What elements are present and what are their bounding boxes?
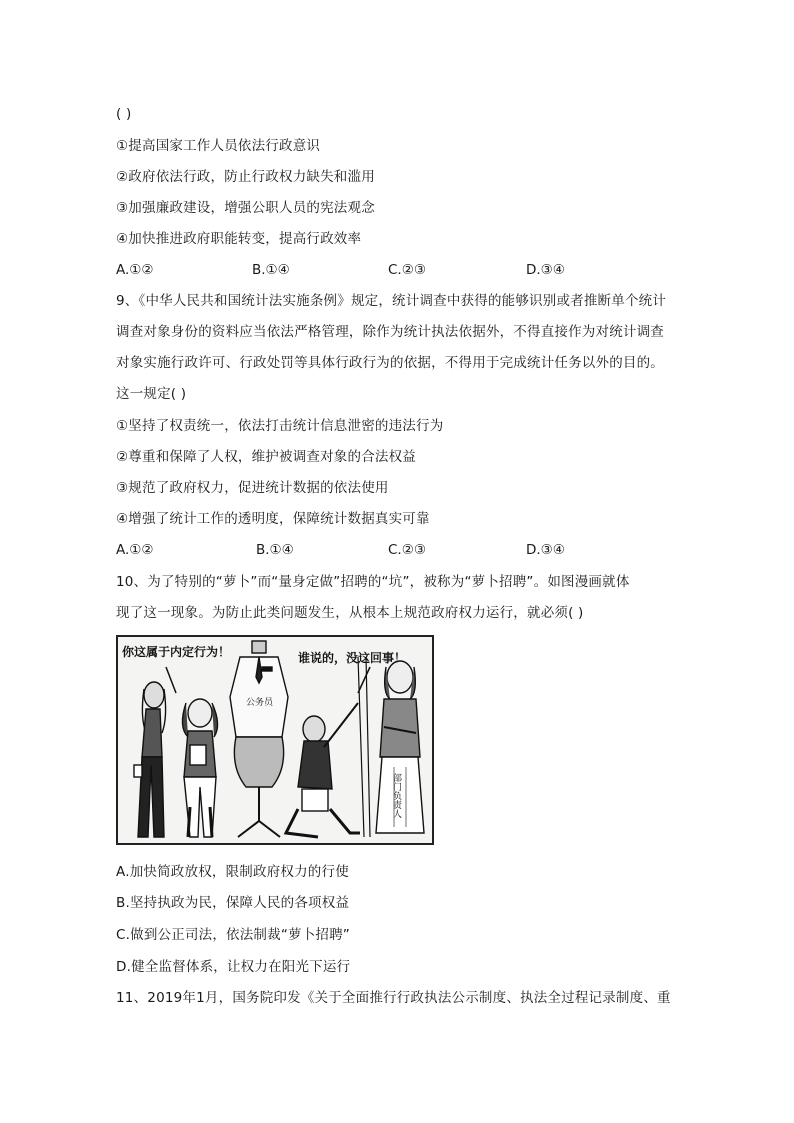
q9-item-4: ④增强了统计工作的透明度，保障统计数据真实可靠	[116, 511, 430, 527]
q8-item-4: ④加快推进政府职能转变，提高行政效率	[116, 231, 362, 247]
q10-stem-line-1: 10、为了特别的“萝卜”而“量身定做”招聘的“坑”，被称为“萝卜招聘”。如图漫画就体	[116, 574, 630, 590]
q8-item-2: ②政府依法行政，防止行政权力缺失和滥用	[116, 169, 375, 185]
woman-figure-left	[134, 682, 166, 837]
q9-stem-line-1: 9、《中华人民共和国统计法实施条例》规定，统计调查中获得的能够识别或者推断单个统计	[116, 293, 667, 309]
q9-option-b: B.①④	[256, 542, 294, 558]
q10-option-c: C.做到公正司法，依法制裁“萝卜招聘”	[116, 927, 351, 943]
q9-stem-line-2: 调查对象身份的资料应当依法严格管理，除作为统计执法依据外，不得直接作为对统计调查	[116, 324, 664, 340]
q9-option-c: C.②③	[388, 542, 426, 558]
q8-item-1: ①提高国家工作人员依法行政意识	[116, 138, 321, 154]
q8-option-d: D.③④	[526, 262, 565, 278]
apron-label: 部门负责人	[391, 773, 401, 818]
speech-right: 谁说的，没这回事！	[298, 651, 407, 665]
woman-figure-middle	[182, 699, 217, 837]
q10-stem-line-2: 现了这一现象。为防止此类问题发生，从根本上规范政府权力运行，就必须( )	[116, 605, 584, 621]
cartoon-image	[116, 635, 434, 845]
q8-item-3: ③加强廉政建设，增强公职人员的宪法观念	[116, 200, 375, 216]
mannequin-figure	[230, 641, 288, 837]
q9-stem-line-3: 对象实施行政许可、行政处罚等具体行政行为的依据，不得用于完成统计任务以外的目的。	[116, 355, 664, 371]
cartoon-drawing	[118, 637, 432, 843]
q9-option-a: A.①②	[116, 542, 154, 558]
q10-option-b: B.坚持执政为民，保障人民的各项权益	[116, 895, 350, 911]
q9-item-1: ①坚持了权责统一，依法打击统计信息泄密的违法行为	[116, 418, 444, 434]
speech-left: 你这属于内定行为！	[122, 645, 231, 659]
tailor-figure	[286, 657, 370, 837]
q10-option-a: A.加快简政放权，限制政府权力的行使	[116, 864, 349, 880]
q8-stem-tail: ( )	[116, 106, 132, 122]
q8-option-c: C.②③	[388, 262, 426, 278]
q9-item-3: ③规范了政府权力，促进统计数据的依法使用	[116, 480, 389, 496]
shirt-label: 公务员	[246, 698, 274, 708]
q10-option-d: D.健全监督体系，让权力在阳光下运行	[116, 959, 351, 975]
q8-option-b: B.①④	[252, 262, 290, 278]
q9-item-2: ②尊重和保障了人权，维护被调查对象的合法权益	[116, 449, 417, 465]
q9-option-d: D.③④	[526, 542, 565, 558]
q11-stem-line-1: 11、2019年1月，国务院印发《关于全面推行行政执法公示制度、执法全过程记录制度、重	[116, 990, 671, 1006]
q8-option-a: A.①②	[116, 262, 154, 278]
q9-stem-line-4: 这一规定( )	[116, 386, 187, 402]
